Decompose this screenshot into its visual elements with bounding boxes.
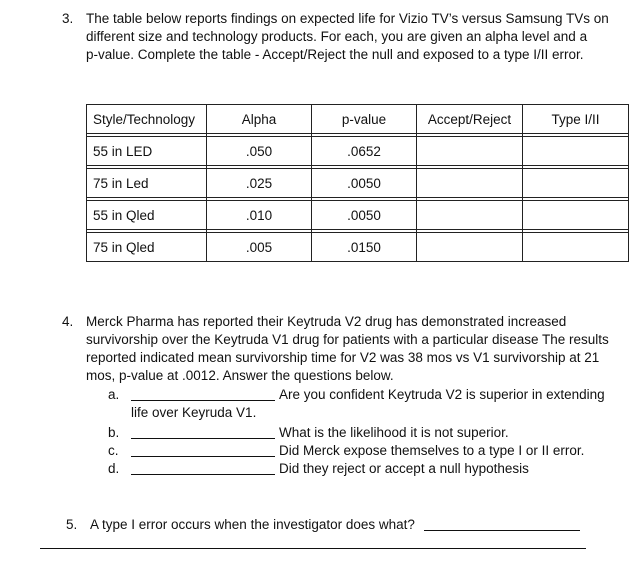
q4c-letter: c. — [108, 443, 119, 458]
cell-accept-reject[interactable] — [417, 233, 523, 262]
q4a-answer-blank[interactable] — [131, 400, 275, 401]
cell-p-value: .0050 — [312, 169, 417, 198]
q4d-text: Did they reject or accept a null hypothesis — [279, 461, 529, 476]
q4c-answer-blank[interactable] — [131, 456, 275, 457]
cell-style: 75 in Led — [87, 169, 207, 198]
cell-type-error[interactable] — [523, 169, 629, 198]
q4b-text: What is the likelihood it is not superior. — [279, 425, 509, 440]
table-row — [87, 137, 629, 166]
cell-accept-reject[interactable] — [417, 137, 523, 166]
header-alpha: Alpha — [207, 105, 312, 134]
table-header-row — [87, 105, 629, 134]
q4b-letter: b. — [108, 425, 120, 440]
q4c-text: Did Merck expose themselves to a type I or II error. — [279, 443, 585, 458]
cell-p-value: .0050 — [312, 201, 417, 230]
table-row — [87, 201, 629, 230]
cell-alpha: .050 — [207, 137, 312, 166]
table-row — [87, 233, 629, 262]
q3-text-line-1: The table below reports findings on expected life for Vizio TV’s versus Samsung TVs on — [86, 11, 609, 26]
q4-text-line-4: mos, p-value at .0012. Answer the questions below. — [86, 368, 394, 383]
q4b-answer-blank[interactable] — [131, 438, 275, 439]
q5-text: A type I error occurs when the investigator does what? — [90, 517, 415, 532]
q4a-text: Are you confident Keytruda V2 is superior in extending — [279, 387, 605, 402]
header-style-technology: Style/Technology — [87, 105, 207, 134]
q4-text-line-3: reported indicated mean survivorship time for V2 was 38 mos vs V1 survivorship at 21 — [86, 350, 600, 365]
table-row — [87, 169, 629, 198]
q5-number: 5. — [66, 517, 78, 532]
cell-alpha: .005 — [207, 233, 312, 262]
q5-answer-line-2[interactable] — [40, 548, 586, 549]
q3-text-line-2: different size and technology products. For each, you are given an alpha level and a — [86, 29, 588, 44]
q4-text-line-2: survivorship over the Keytruda V1 drug for patients with a particular disease The results — [86, 332, 609, 347]
q4-text-line-1: Merck Pharma has reported their Keytruda V2 drug has demonstrated increased — [86, 314, 567, 329]
header-accept-reject: Accept/Reject — [417, 105, 523, 134]
cell-alpha: .010 — [207, 201, 312, 230]
cell-p-value: .0150 — [312, 233, 417, 262]
q3-text-line-3: p-value. Complete the table - Accept/Reject the null and exposed to a type I/II error. — [86, 47, 584, 62]
cell-alpha: .025 — [207, 169, 312, 198]
cell-style: 55 in Qled — [87, 201, 207, 230]
cell-p-value: .0652 — [312, 137, 417, 166]
q4d-letter: d. — [108, 461, 120, 476]
cell-type-error[interactable] — [523, 137, 629, 166]
findings-table — [86, 104, 629, 262]
q3-number: 3. — [62, 11, 74, 26]
q4-number: 4. — [62, 314, 74, 329]
q4a-letter: a. — [108, 387, 120, 402]
header-p-value: p-value — [312, 105, 417, 134]
cell-type-error[interactable] — [523, 233, 629, 262]
cell-accept-reject[interactable] — [417, 201, 523, 230]
cell-accept-reject[interactable] — [417, 169, 523, 198]
header-type-error: Type I/II — [523, 105, 629, 134]
q4a-continuation: life over Keyruda V1. — [131, 405, 257, 420]
cell-style: 75 in Qled — [87, 233, 207, 262]
q4d-answer-blank[interactable] — [131, 474, 275, 475]
q5-answer-blank[interactable] — [424, 530, 580, 531]
cell-type-error[interactable] — [523, 201, 629, 230]
cell-style: 55 in LED — [87, 137, 207, 166]
